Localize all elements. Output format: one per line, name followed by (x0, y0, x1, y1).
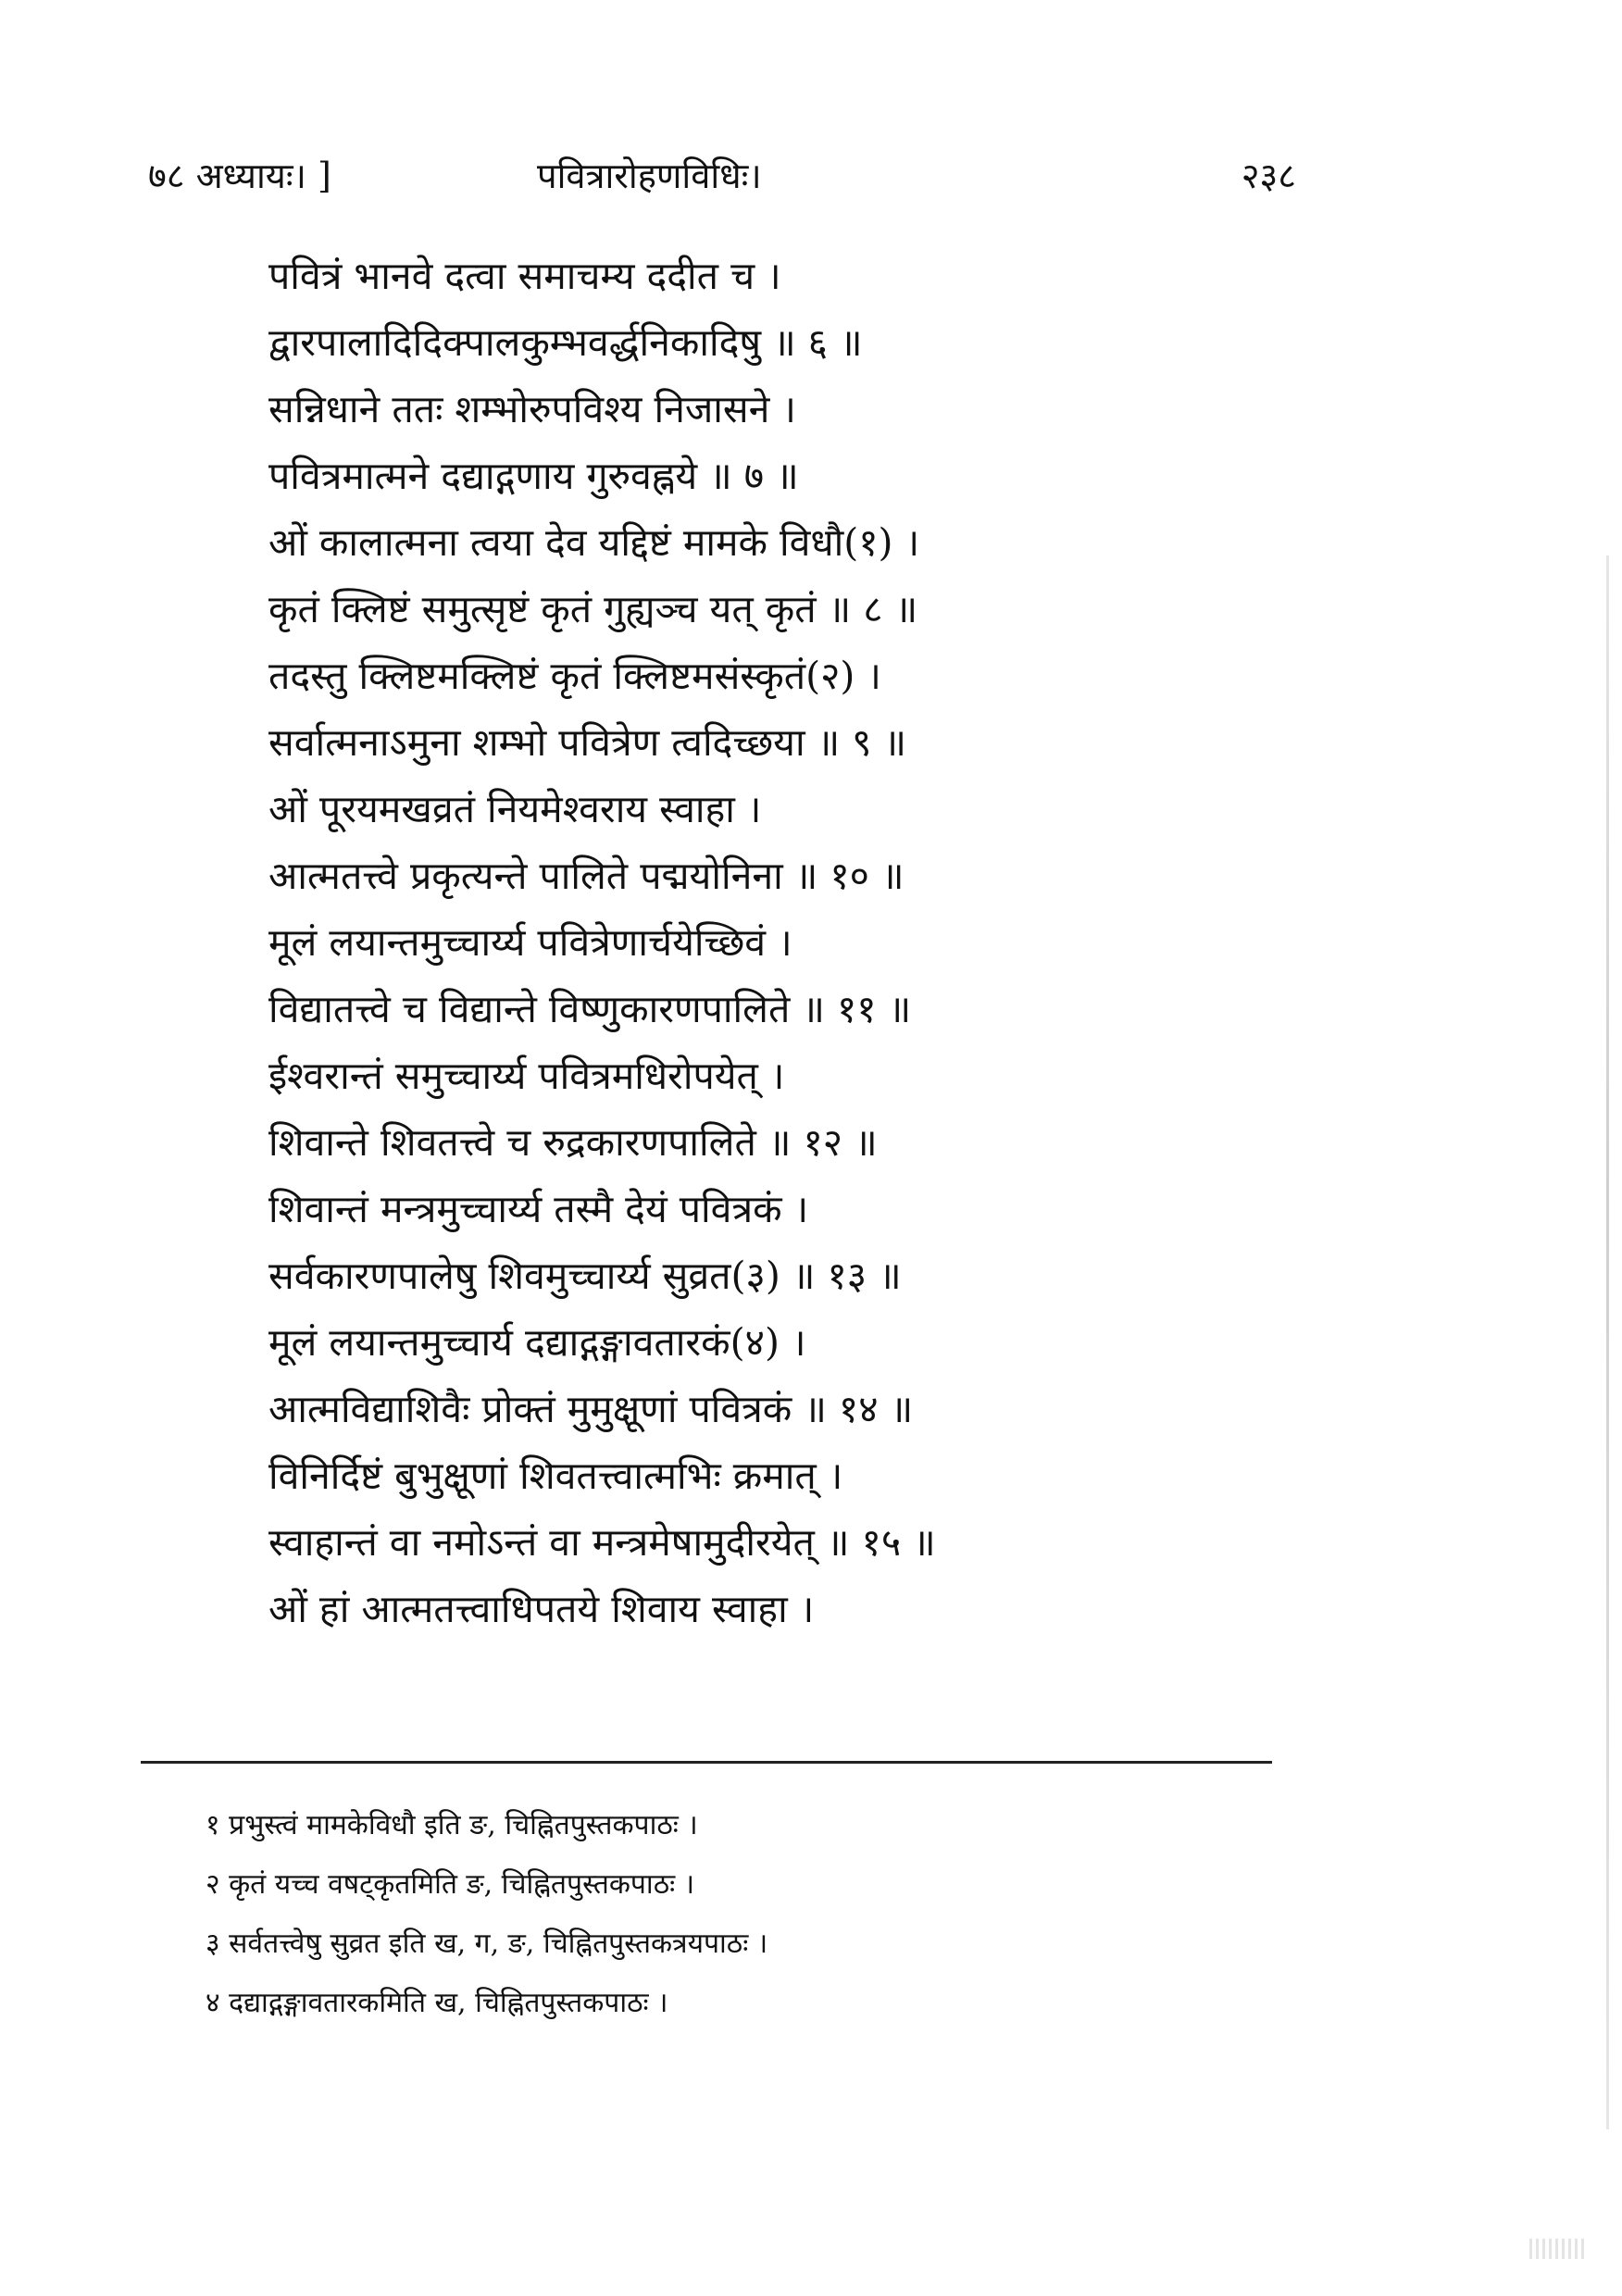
verse-line: सर्वकारणपालेषु शिवमुच्चार्य्य सुव्रत(३) ॥ १३ ॥ (268, 1254, 902, 1298)
scan-edge-shadow (1606, 555, 1609, 2129)
verse-line: ईश्वरान्तं समुच्चार्य्य पवित्रमधिरोपयेत् । (268, 1054, 785, 1098)
verse-block (268, 243, 1194, 1642)
verse-line: पवित्रमात्मने दद्याद्गणाय गुरुवह्नये ॥ ७ ॥ (268, 454, 799, 498)
verse-line: तदस्तु क्लिष्टमक्लिष्टं कृतं क्लिष्टमसंस्कृतं(२) । (268, 654, 881, 698)
verse-line: विनिर्दिष्टं बुभुक्षूणां शिवतत्त्वात्मभिः क्रमात् । (268, 1454, 843, 1498)
verse-line: कृतं क्लिष्टं समुत्सृष्टं कृतं गुह्यञ्च यत् कृतं ॥ ८ ॥ (268, 587, 918, 631)
verse-line: शिवान्तं मन्त्रमुच्चार्य्य तस्मै देयं पवित्रकं । (268, 1187, 809, 1231)
section-title: पवित्रारोहणविधिः। (537, 156, 762, 196)
verse-line: मूलं लयान्तमुच्चार्य्य पवित्रेणार्चयेच्छिवं । (268, 920, 792, 965)
verse-line: ओं हां आत्मतत्त्वाधिपतये शिवाय स्वाहा । (268, 1587, 815, 1631)
verse-line: सन्निधाने ततः शम्भोरुपविश्य निजासने । (268, 387, 796, 431)
verse-line: ओं कालात्मना त्वया देव यद्दिष्टं मामके विधौ(१) । (268, 520, 920, 565)
verse-line: सर्वात्मनाऽमुना शम्भो पवित्रेण त्वदिच्छया ॥ ९ ॥ (268, 720, 907, 765)
footnote: १ प्रभुस्त्वं मामकेविधौ इति ङ, चिह्नितपुस्तकपाठः । (206, 1809, 698, 1841)
verse-line: आत्मतत्त्वे प्रकृत्यन्ते पालिते पद्मयोनिना ॥ १० ॥ (268, 854, 905, 898)
footnote: २ कृतं यच्च वषट्कृतमिति ङ, चिह्नितपुस्तकपाठः । (206, 1868, 695, 1901)
chapter-label: ७८ अध्यायः। ] (148, 156, 331, 196)
footnote: ४ दद्याद्गङ्गावतारकमिति ख, चिह्नितपुस्तकपाठः । (206, 1987, 668, 2019)
verse-line: शिवान्ते शिवतत्त्वे च रुद्रकारणपालिते ॥ १२ ॥ (268, 1120, 878, 1165)
footnote: ३ सर्वतत्त्वेषु सुव्रत इति ख, ग, ङ, चिह्नितपुस्तकत्रयपाठः । (206, 1928, 768, 1960)
running-head (148, 148, 1296, 204)
scan-noise (1529, 2239, 1585, 2259)
verse-line: स्वाहान्तं वा नमोऽन्तं वा मन्त्रमेषामुदीरयेत् ॥ १५ ॥ (268, 1520, 936, 1565)
page-number: २३८ (1241, 156, 1296, 196)
verse-line: आत्मविद्याशिवैः प्रोक्तं मुमुक्षूणां पवित्रकं ॥ १४ ॥ (268, 1387, 914, 1431)
footnotes (206, 1796, 1224, 2033)
verse-line: मूलं लयान्तमुच्चार्य दद्याद्गङ्गावतारकं(४) । (268, 1320, 806, 1365)
verse-line: द्वारपालादिदिक्पालकुम्भवर्द्धनिकादिषु ॥ ६ ॥ (268, 320, 863, 365)
verse-line: विद्यातत्त्वे च विद्यान्ते विष्णुकारणपालिते ॥ ११ ॥ (268, 987, 912, 1031)
footnote-divider (141, 1761, 1272, 1764)
verse-line: पवित्रं भानवे दत्वा समाचम्य ददीत च । (268, 254, 781, 298)
verse-line: ओं पूरयमखव्रतं नियमेश्वराय स्वाहा । (268, 787, 762, 831)
